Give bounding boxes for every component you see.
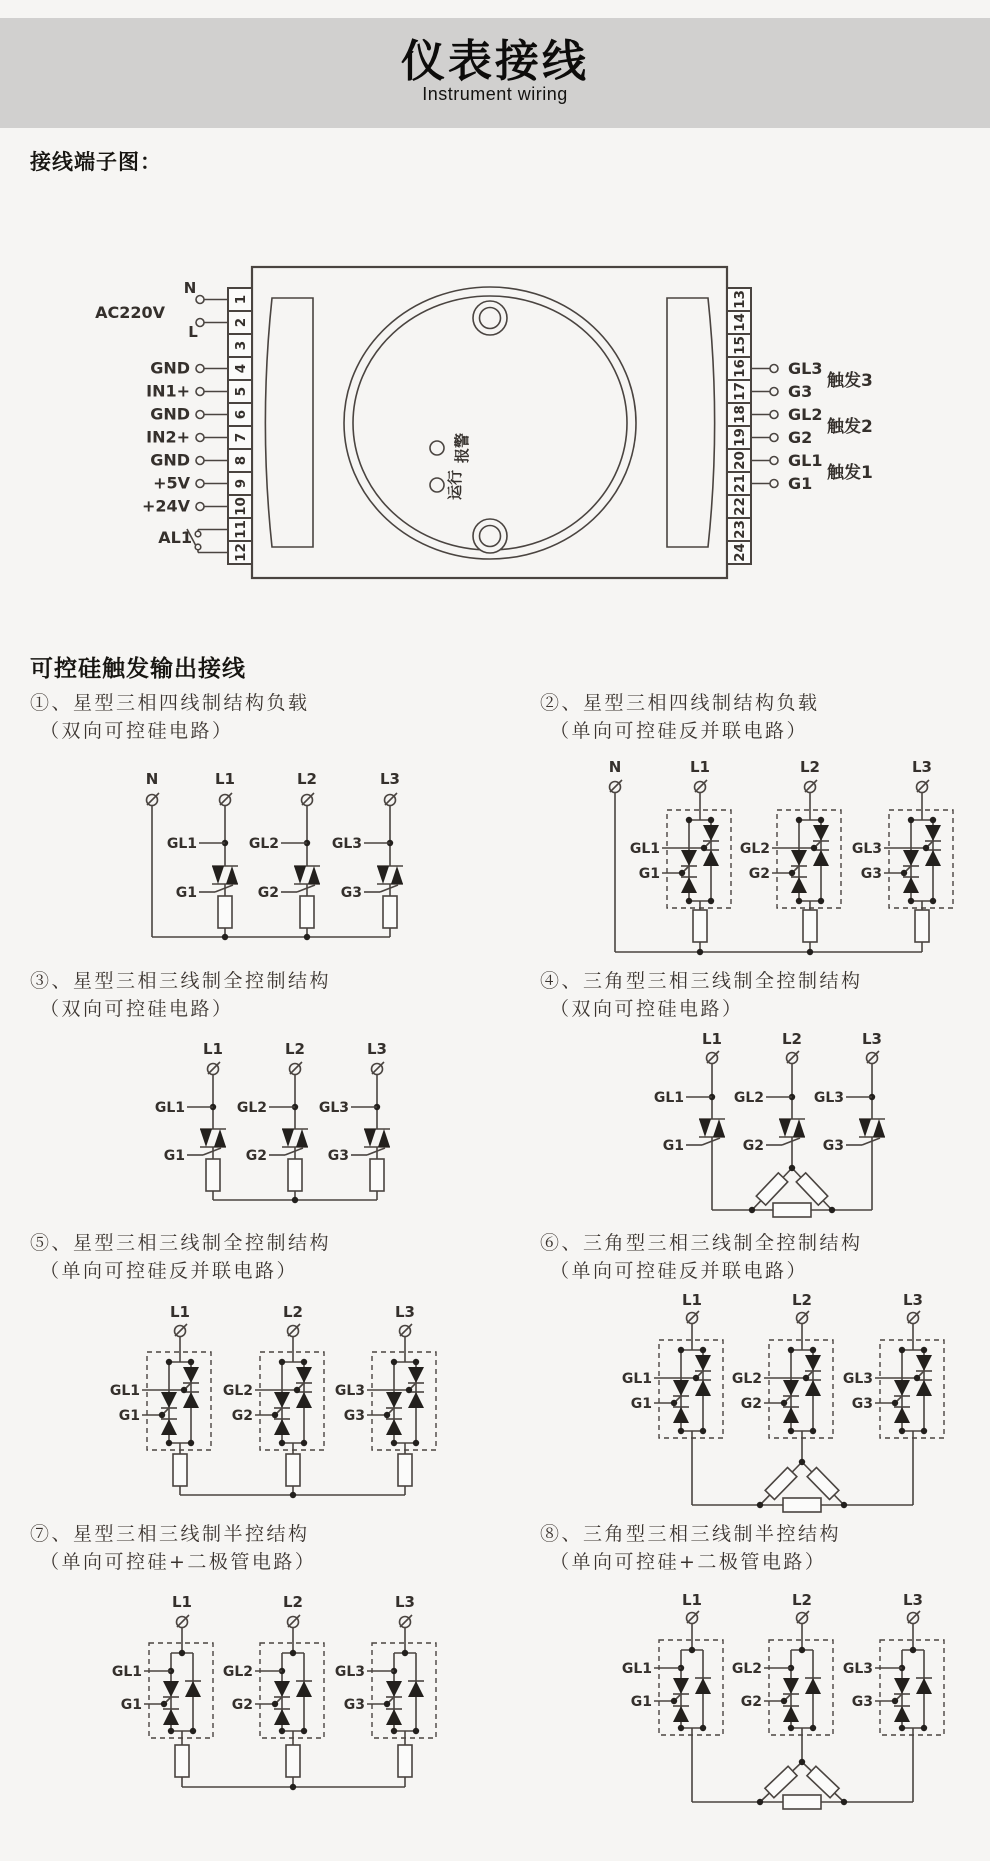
svg-text:G3: G3 [860,866,882,882]
svg-text:G3: G3 [327,1148,349,1164]
diagram-8-title: ⑧、三角型三相三线制半控结构 （单向可控硅+二极管电路） [540,1523,842,1573]
svg-text:G1: G1 [630,1396,652,1412]
diagram-7-title: ⑦、星型三相三线制半控结构 （单向可控硅+二极管电路） [30,1523,317,1573]
circuit-diagram-1 [90,770,460,955]
svg-text:L2: L2 [792,1291,812,1309]
svg-text:GL3: GL3 [813,1090,844,1106]
svg-text:6: 6 [233,409,249,420]
svg-text:N: N [145,770,159,788]
svg-text:11: 11 [233,520,249,539]
svg-text:L2: L2 [792,1591,812,1609]
svg-text:GL3: GL3 [842,1371,873,1387]
diagram-2-title: ②、星型三相四线制结构负载 （单向可控硅反并联电路） [540,692,820,742]
svg-text:G1: G1 [788,474,813,493]
svg-text:24: 24 [732,543,748,562]
svg-text:22: 22 [732,497,748,516]
svg-text:GND: GND [150,404,190,424]
svg-text:运行: 运行 [446,469,464,501]
svg-text:GL2: GL2 [248,836,279,852]
diagram-5-title: ⑤、星型三相三线制全控制结构 （单向可控硅反并联电路） [30,1232,332,1282]
diagram-1-title: ①、星型三相四线制结构负载 （双向可控硅电路） [30,692,310,742]
svg-text:21: 21 [732,474,748,493]
svg-text:L1: L1 [170,1303,190,1321]
circuit-diagram-2 [510,760,990,960]
diagram-3-title: ③、星型三相三线制全控制结构 （双向可控硅电路） [30,970,332,1020]
svg-text:GL2: GL2 [733,1090,764,1106]
svg-text:L1: L1 [690,758,710,776]
svg-text:L3: L3 [395,1593,415,1611]
svg-text:20: 20 [732,451,748,470]
svg-text:+5V: +5V [153,473,190,493]
terminal-section-heading: 接线端子图： [30,151,162,174]
circuit-diagram-6 [520,1291,990,1515]
svg-text:GL1: GL1 [621,1661,652,1677]
svg-text:触发3: 触发3 [827,371,873,391]
svg-text:G2: G2 [740,1694,762,1710]
svg-text:GL1: GL1 [109,1383,140,1399]
svg-text:GL3: GL3 [788,359,823,378]
svg-text:GL2: GL2 [739,841,770,857]
svg-text:L2: L2 [283,1593,303,1611]
diagram-4-title: ④、三角型三相三线制全控制结构 （双向可控硅电路） [540,970,863,1020]
svg-text:13: 13 [732,290,748,309]
svg-text:L2: L2 [782,1030,802,1048]
svg-text:GL2: GL2 [731,1661,762,1677]
circuit-diagram-5 [85,1305,465,1505]
circuit-diagram-8 [520,1591,990,1817]
svg-text:L1: L1 [682,1591,702,1609]
svg-text:23: 23 [732,520,748,539]
svg-text:IN1+: IN1+ [146,381,190,401]
page-subtitle: Instrument wiring [422,84,568,104]
svg-text:10: 10 [233,497,249,516]
svg-text:16: 16 [732,359,748,378]
svg-text:AC220V: AC220V [95,303,165,322]
page-title: 仪表接线 [401,37,589,86]
svg-text:9: 9 [233,478,249,489]
svg-text:5: 5 [233,386,249,397]
svg-text:GL1: GL1 [166,836,197,852]
svg-text:N: N [183,279,197,297]
svg-text:G2: G2 [245,1148,267,1164]
svg-text:19: 19 [732,428,748,447]
svg-text:17: 17 [732,382,748,401]
svg-text:L3: L3 [912,758,932,776]
svg-text:GL1: GL1 [788,451,823,470]
svg-text:7: 7 [233,432,249,443]
svg-text:G3: G3 [343,1408,365,1424]
svg-text:AL1: AL1 [158,528,192,547]
svg-text:G3: G3 [851,1694,873,1710]
svg-text:G2: G2 [257,885,279,901]
svg-text:L3: L3 [862,1030,882,1048]
svg-text:L3: L3 [367,1040,387,1058]
svg-text:3: 3 [233,340,249,351]
svg-text:G2: G2 [231,1697,253,1713]
diagram-6-title: ⑥、三角型三相三线制全控制结构 （单向可控硅反并联电路） [540,1232,863,1282]
svg-text:G3: G3 [340,885,362,901]
svg-text:GL3: GL3 [318,1100,349,1116]
svg-text:触发1: 触发1 [827,463,873,483]
svg-text:IN2+: IN2+ [146,427,190,447]
svg-text:18: 18 [732,405,748,424]
svg-text:8: 8 [233,455,249,466]
svg-text:L2: L2 [297,770,317,788]
svg-text:G1: G1 [175,885,197,901]
svg-text:G1: G1 [638,866,660,882]
svg-text:报警: 报警 [453,432,471,464]
svg-text:GL3: GL3 [331,836,362,852]
svg-text:G3: G3 [851,1396,873,1412]
svg-text:G3: G3 [822,1138,844,1154]
svg-text:G2: G2 [788,428,813,447]
svg-text:L1: L1 [215,770,235,788]
header-banner [0,18,990,128]
circuit-diagram-3 [90,1040,460,1210]
svg-text:G2: G2 [231,1408,253,1424]
svg-text:1: 1 [233,294,249,305]
svg-text:GL2: GL2 [731,1371,762,1387]
scr-section-heading: 可控硅触发输出接线 [30,655,246,681]
svg-text:L1: L1 [172,1593,192,1611]
svg-text:G2: G2 [740,1396,762,1412]
svg-text:L3: L3 [903,1591,923,1609]
svg-text:GL3: GL3 [842,1661,873,1677]
svg-text:12: 12 [233,543,249,562]
svg-text:GL1: GL1 [653,1090,684,1106]
svg-text:GL1: GL1 [629,841,660,857]
svg-text:GL1: GL1 [154,1100,185,1116]
svg-text:触发2: 触发2 [827,417,873,437]
svg-text:L1: L1 [702,1030,722,1048]
svg-text:G2: G2 [742,1138,764,1154]
svg-text:G1: G1 [118,1408,140,1424]
svg-text:G1: G1 [630,1694,652,1710]
svg-text:15: 15 [732,336,748,355]
svg-text:GL3: GL3 [851,841,882,857]
svg-text:G1: G1 [120,1697,142,1713]
svg-text:GL3: GL3 [334,1664,365,1680]
svg-text:L: L [188,323,198,341]
svg-text:GL3: GL3 [334,1383,365,1399]
svg-text:GL2: GL2 [222,1664,253,1680]
svg-text:GL1: GL1 [111,1664,142,1680]
svg-text:N: N [608,758,622,776]
svg-text:GL1: GL1 [621,1371,652,1387]
svg-text:G3: G3 [343,1697,365,1713]
svg-text:L2: L2 [283,1303,303,1321]
svg-text:GL2: GL2 [788,405,823,424]
svg-text:G1: G1 [163,1148,185,1164]
svg-text:+24V: +24V [141,496,190,516]
svg-text:L3: L3 [380,770,400,788]
svg-text:L3: L3 [903,1291,923,1309]
svg-text:L2: L2 [285,1040,305,1058]
svg-text:GND: GND [150,358,190,378]
circuit-diagram-7 [85,1595,465,1800]
svg-text:G1: G1 [662,1138,684,1154]
svg-text:L1: L1 [682,1291,702,1309]
svg-text:4: 4 [233,363,249,374]
svg-text:GL2: GL2 [236,1100,267,1116]
svg-text:L1: L1 [203,1040,223,1058]
terminal-wiring-diagram [95,225,890,590]
svg-text:GND: GND [150,450,190,470]
circuit-diagram-4 [560,1030,960,1220]
svg-text:G2: G2 [748,866,770,882]
svg-text:GL2: GL2 [222,1383,253,1399]
svg-text:L3: L3 [395,1303,415,1321]
svg-text:2: 2 [233,317,249,328]
svg-text:L2: L2 [800,758,820,776]
svg-text:14: 14 [732,313,748,332]
svg-text:G3: G3 [788,382,813,401]
